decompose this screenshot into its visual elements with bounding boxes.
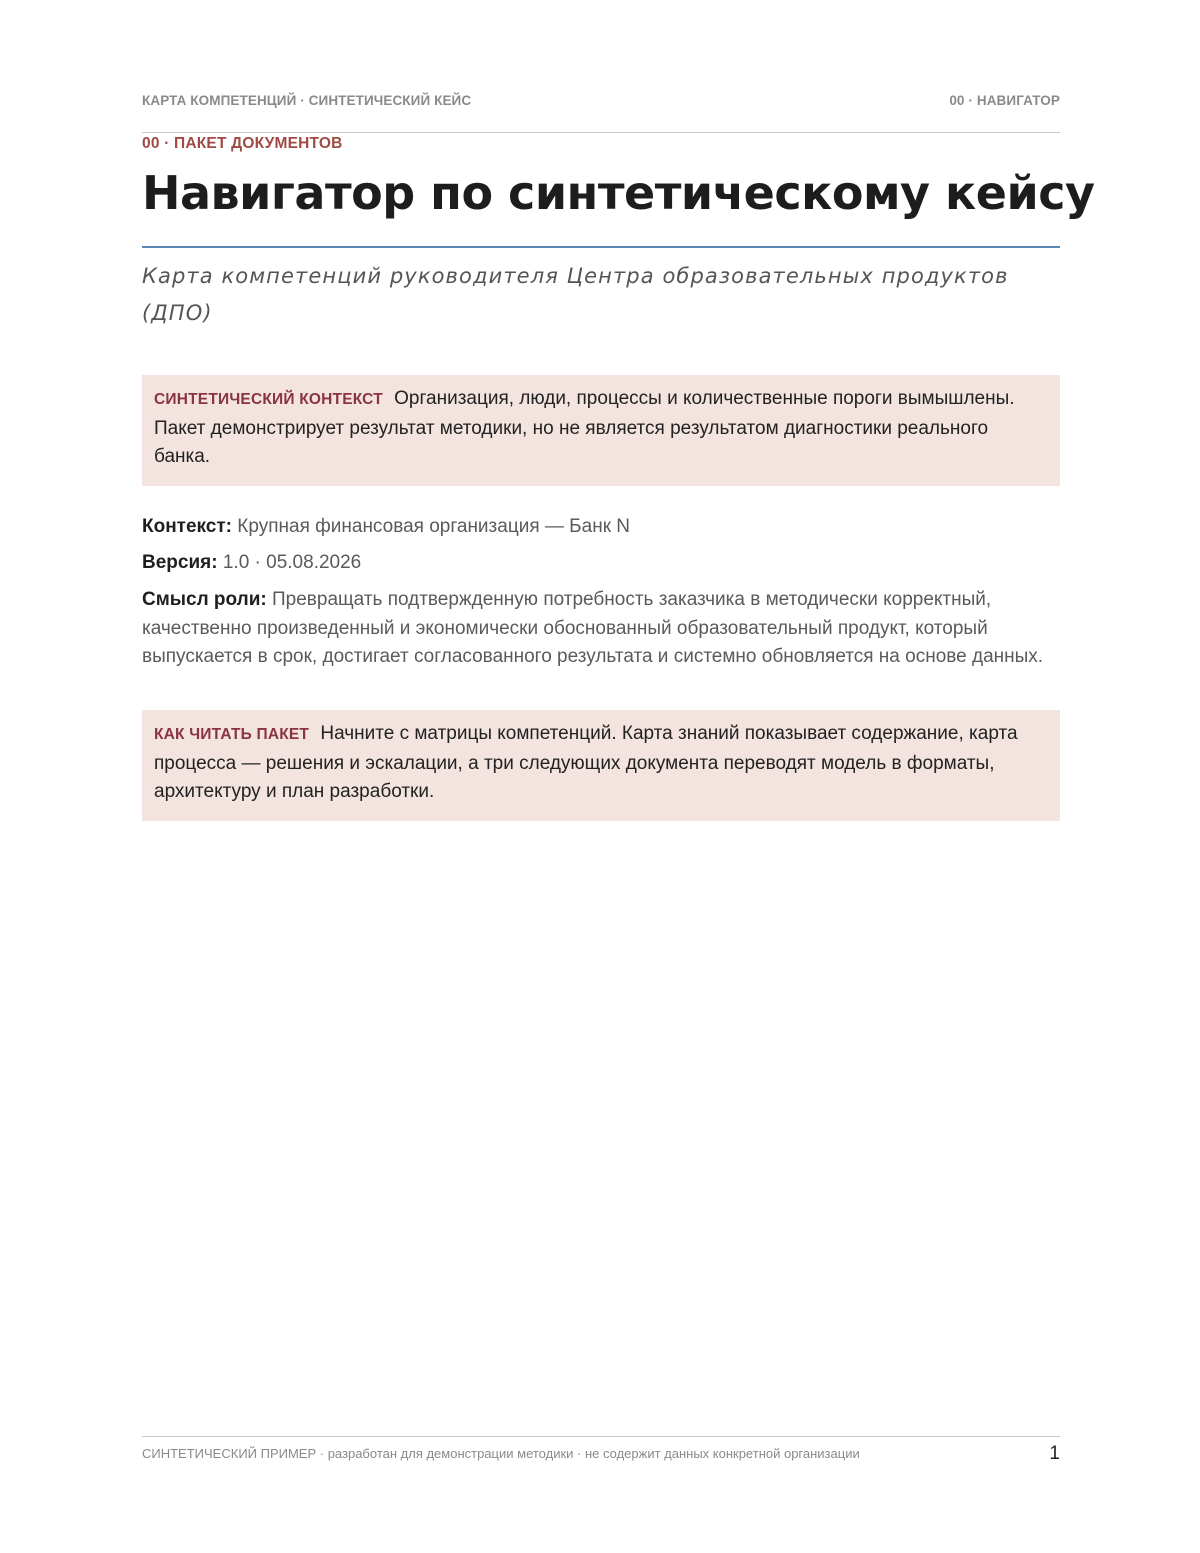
running-header-left: КАРТА КОМПЕТЕНЦИЙ · СИНТЕТИЧЕСКИЙ КЕЙС <box>142 93 472 108</box>
meta-value: Крупная финансовая организация — Банк N <box>237 516 631 537</box>
meta-context <box>142 513 1060 542</box>
page-title: Навигатор по синтетическому кейсу <box>142 166 1095 220</box>
meta-version <box>142 549 1060 578</box>
document-page <box>142 0 1095 1553</box>
page-subtitle: Карта компетенций руководителя Центра образовательных продуктов (ДПО) <box>142 264 1009 325</box>
section-kicker: 00 · ПАКЕТ ДОКУМЕНТОВ <box>142 135 343 152</box>
meta-role-meaning <box>142 586 1060 672</box>
running-header-right: 00 · НАВИГАТОР <box>949 93 1060 108</box>
callout-text: Начните с матрицы компетенций. Карта знаний показывает содержание, карта процесса — решения и эскалации, а три следующих документа переводят модель в форматы, архитектуру и план разработки. <box>154 723 1018 802</box>
synthetic-context-callout <box>142 375 1060 486</box>
footer-note: СИНТЕТИЧЕСКИЙ ПРИМЕР · разработан для демонстрации методики · не содержит данных конкретной организации <box>142 1446 860 1461</box>
callout-tag: СИНТЕТИЧЕСКИЙ КОНТЕКСТ <box>154 391 383 408</box>
how-to-read-callout <box>142 710 1060 821</box>
running-header <box>142 93 1060 108</box>
meta-label: Контекст: <box>142 516 233 537</box>
meta-value: 1.0 · 05.08.2026 <box>222 552 362 573</box>
meta-label: Версия: <box>142 552 218 573</box>
meta-label: Смысл роли: <box>142 589 267 610</box>
page-number: 1 <box>1049 1443 1060 1464</box>
header-divider <box>142 132 1060 133</box>
callout-text: Организация, люди, процессы и количественные пороги вымышлены. Пакет демонстрирует результат методики, но не является результатом диагностики реального банка. <box>154 388 1015 467</box>
meta-value: Превращать подтвержденную потребность заказчика в методически корректный, качественно произведенный и экономически обоснованный образовательный продукт, который выпускается в срок, достигает согласованного результата и системно обновляется на основе данных. <box>142 589 1044 667</box>
title-divider <box>142 246 1060 248</box>
footer-divider <box>142 1436 1060 1437</box>
callout-tag: КАК ЧИТАТЬ ПАКЕТ <box>154 726 310 743</box>
